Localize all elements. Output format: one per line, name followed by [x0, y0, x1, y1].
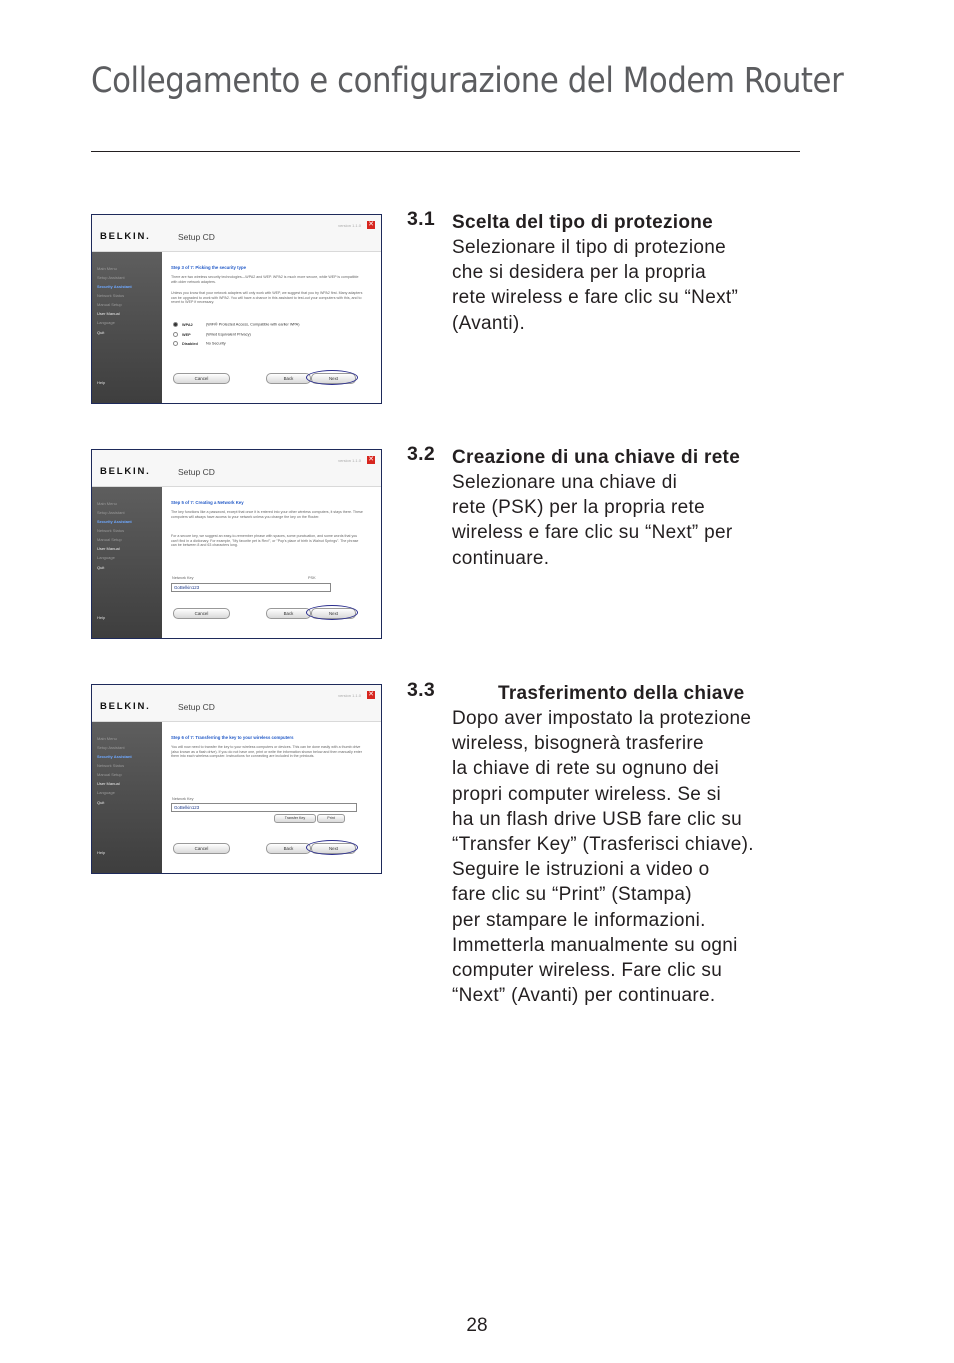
cancel-button[interactable]: Cancel: [173, 608, 230, 619]
step-heading: Step 6 of 7: Transferring the key to your wireless computers: [171, 735, 294, 740]
next-button[interactable]: Next: [311, 373, 356, 384]
app-header: [92, 685, 381, 722]
close-icon[interactable]: ✕: [368, 456, 374, 463]
sidebar-item-security-assistant[interactable]: Security Assistant: [97, 284, 132, 289]
network-key-label: Network Key: [172, 797, 194, 801]
next-button[interactable]: Next: [311, 608, 356, 619]
intro-text: You will now need to transfer the key to your wireless computers or devices. This can be done easily with a thumb drive (also known as a flash drive). If you do not have one, print or write the information shown below and then manually enter them into each wireless computer. Instructions for connecting are included in the printouts.: [171, 745, 362, 759]
title-divider: [91, 151, 800, 152]
sidebar-item-user-manual[interactable]: User Manual: [97, 311, 120, 316]
sidebar-item-setup-assistant[interactable]: Setup Assistant: [97, 275, 125, 280]
sidebar: [92, 722, 162, 873]
sidebar: [92, 487, 162, 638]
screenshot-network-key: [91, 449, 382, 639]
radio-icon[interactable]: [173, 341, 178, 346]
section-body: Dopo aver impostato la protezione wireless, bisognerà trasferire la chiave di rete su ognuno dei propri computer wireless. Se si ha un flash drive USB fare clic su “Transfer Key” (Trasferisci chiave). Seguire le istruzioni a video o fare clic su “Print” (Stampa) per stampare le informazioni. Immetterla manualmente su ogni computer wireless. Fare clic su “Next” (Avanti) per continuare.: [452, 708, 754, 1007]
back-button[interactable]: Back: [266, 843, 311, 854]
close-icon[interactable]: ✕: [368, 221, 374, 228]
section-number: 3.1: [407, 208, 436, 230]
version-label: version 1.1.0: [338, 223, 361, 228]
sidebar-item-security-assistant[interactable]: Security Assistant: [97, 519, 132, 524]
section-heading: Trasferimento della chiave: [498, 683, 745, 704]
version-label: version 1.1.0: [338, 693, 361, 698]
sidebar-item-main-menu[interactable]: Main Menu: [97, 501, 117, 506]
belkin-logo: BELKIN.: [100, 466, 151, 477]
advice-text: Unless you know that your network adapters will only work with WEP, we suggest that you try WPA2 first. Many adapters can be upgraded to work with WPA2. You will have a chance in this assistant to test-out your computers with this, and to revert to WEP if necessary.: [171, 291, 363, 305]
advice-text: For a secure key, we suggest an easy-to-remember phrase with spaces, some punctuation, and some words that you can't find in a dictionary. For example, "My favorite pet is Rex!", or "Pop's place of birth is Walnut Springs". The phrase can be between 8 and 63 characters long.: [171, 534, 359, 548]
sidebar-item-quit[interactable]: Quit: [97, 330, 105, 335]
section-heading: Creazione di una chiave di rete: [452, 447, 741, 468]
radio-selected-icon[interactable]: [173, 322, 178, 327]
help-link[interactable]: Help: [97, 615, 106, 620]
option-disabled[interactable]: Disabled No Security: [173, 341, 226, 346]
app-title: Setup CD: [178, 232, 215, 242]
network-key-input[interactable]: GoBelkin123: [171, 583, 331, 592]
section-number: 3.3: [407, 679, 436, 701]
sidebar: [92, 252, 162, 403]
radio-icon[interactable]: [173, 332, 178, 337]
sidebar-item-network-status[interactable]: Network Status: [97, 528, 125, 533]
print-button[interactable]: Print: [317, 814, 345, 823]
back-button[interactable]: Back: [266, 608, 311, 619]
sidebar-item-network-status[interactable]: Network Status: [97, 293, 125, 298]
sidebar-item-manual-setup[interactable]: Manual Setup: [97, 772, 122, 777]
section-heading: Scelta del tipo di protezione: [452, 212, 714, 233]
back-button[interactable]: Back: [266, 373, 311, 384]
sidebar-item-language[interactable]: Language: [97, 790, 115, 795]
step-heading: Step 3 of 7: Picking the security type: [171, 265, 246, 270]
screenshot-transfer-key: [91, 684, 382, 874]
cancel-button[interactable]: Cancel: [173, 373, 230, 384]
sidebar-item-quit[interactable]: Quit: [97, 800, 105, 805]
sidebar-item-main-menu[interactable]: Main Menu: [97, 736, 117, 741]
sidebar-item-quit[interactable]: Quit: [97, 565, 105, 570]
page-number: 28: [466, 1315, 488, 1336]
sidebar-item-security-assistant[interactable]: Security Assistant: [97, 754, 132, 759]
belkin-logo: BELKIN.: [100, 231, 151, 242]
intro-text: There are two wireless security technologies—WPA2 and WEP. WPA2 is much more secure, while WEP is compatible with older network adapters.: [171, 275, 359, 284]
sidebar-item-language[interactable]: Language: [97, 555, 115, 560]
screenshot-security-type: [91, 214, 382, 404]
sidebar-item-network-status[interactable]: Network Status: [97, 763, 125, 768]
sidebar-item-user-manual[interactable]: User Manual: [97, 546, 120, 551]
transfer-key-button[interactable]: Transfer Key: [274, 814, 316, 823]
sidebar-item-setup-assistant[interactable]: Setup Assistant: [97, 510, 125, 515]
cancel-button[interactable]: Cancel: [173, 843, 230, 854]
next-highlight-circle: [306, 605, 358, 620]
help-link[interactable]: Help: [97, 380, 106, 385]
app-title: Setup CD: [178, 467, 215, 477]
next-highlight-circle: [306, 370, 358, 385]
sidebar-item-setup-assistant[interactable]: Setup Assistant: [97, 745, 125, 750]
step-heading: Step 5 of 7: Creating a Network Key: [171, 500, 244, 505]
option-wpa2[interactable]: WPA2 (WiFi® Protected Access, Compatible with earlier WPA): [173, 322, 299, 327]
section-body: Selezionare il tipo di protezione che si desidera per la propria rete wireless e fare clic su “Next” (Avanti).: [452, 237, 739, 334]
sidebar-item-manual-setup[interactable]: Manual Setup: [97, 302, 122, 307]
page-title: Collegamento e configurazione del Modem Router: [91, 61, 844, 101]
sidebar-item-main-menu[interactable]: Main Menu: [97, 266, 117, 271]
close-icon[interactable]: ✕: [368, 691, 374, 698]
section-body: Selezionare una chiave di rete (PSK) per la propria rete wireless e fare clic su “Next” per continuare.: [452, 472, 733, 569]
app-header: [92, 215, 381, 252]
option-wep[interactable]: WEP (Wired Equivalent Privacy): [173, 332, 251, 337]
next-highlight-circle: [306, 840, 358, 855]
next-button[interactable]: Next: [311, 843, 356, 854]
key-type-label: PSK: [308, 576, 316, 580]
app-header: [92, 450, 381, 487]
version-label: version 1.1.0: [338, 458, 361, 463]
network-key-display: GoBelkin123: [171, 803, 357, 812]
sidebar-item-manual-setup[interactable]: Manual Setup: [97, 537, 122, 542]
network-key-label: Network Key: [172, 576, 194, 580]
section-number: 3.2: [407, 443, 436, 465]
sidebar-item-language[interactable]: Language: [97, 320, 115, 325]
belkin-logo: BELKIN.: [100, 701, 151, 712]
intro-text: The key functions like a password, except that once it is entered into your other wireless computers, it stays there. These computers will always have access to your network unless you change the key on the Router.: [171, 510, 363, 519]
sidebar-item-user-manual[interactable]: User Manual: [97, 781, 120, 786]
app-title: Setup CD: [178, 702, 215, 712]
help-link[interactable]: Help: [97, 850, 106, 855]
